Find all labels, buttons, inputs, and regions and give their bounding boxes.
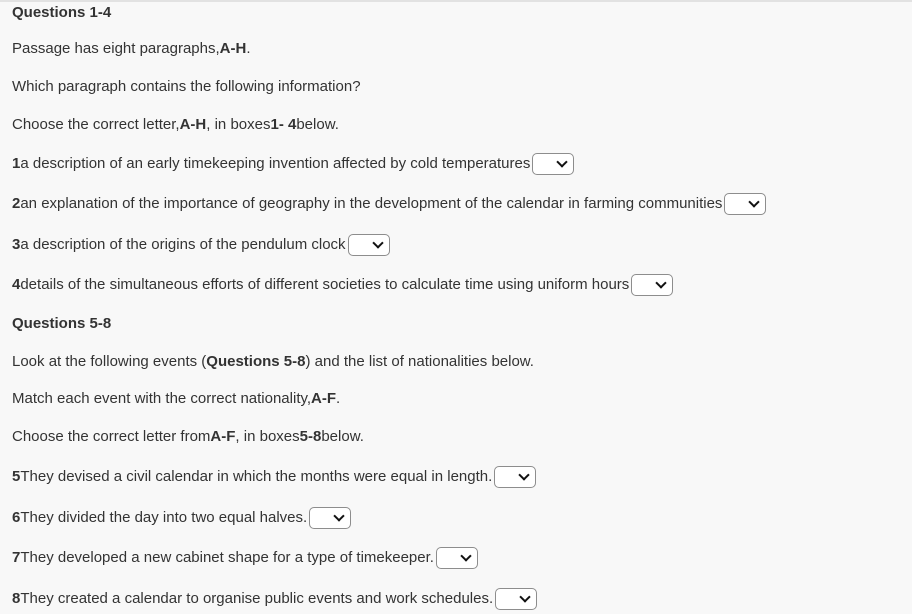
answer-select-1[interactable]	[532, 153, 574, 175]
instruction-bold: A-F	[311, 390, 337, 407]
question-number: 6	[12, 509, 21, 526]
question-6	[12, 507, 351, 529]
chevron-down-icon	[519, 591, 530, 602]
question-number: 1	[12, 155, 21, 172]
question-text: details of the simultaneous efforts of different societies to calculate time using uniform hours	[20, 276, 630, 293]
instruction-text: below.	[321, 428, 364, 445]
answer-select-4[interactable]	[631, 274, 673, 296]
chevron-down-icon	[372, 237, 383, 248]
answer-select-8[interactable]	[495, 588, 537, 610]
instruction-text: below.	[296, 116, 339, 133]
answer-select-5[interactable]	[494, 466, 536, 488]
instruction-text: Passage has eight paragraphs,	[12, 40, 220, 57]
section1-instruction-paragraphs	[12, 38, 251, 60]
instruction-bold: A-H	[179, 116, 207, 133]
instruction-text: Look at the following events (	[12, 353, 207, 370]
answer-select-3[interactable]	[348, 234, 390, 256]
question-1	[12, 153, 574, 175]
section1-instruction-choose	[12, 114, 339, 136]
question-5	[12, 466, 536, 488]
question-number: 7	[12, 549, 21, 566]
section2-instruction-events	[12, 351, 534, 373]
question-7	[12, 547, 478, 569]
answer-select-6[interactable]	[309, 507, 351, 529]
chevron-down-icon	[656, 277, 667, 288]
question-number: 4	[12, 276, 21, 293]
instruction-text: Choose the correct letter,	[12, 116, 180, 133]
instruction-bold: Questions 5-8	[206, 353, 306, 370]
answer-select-2[interactable]	[724, 193, 766, 215]
instruction-text: ) and the list of nationalities below.	[305, 353, 534, 370]
question-number: 5	[12, 468, 21, 485]
question-text: They developed a new cabinet shape for a type of timekeeper.	[20, 549, 434, 566]
chevron-down-icon	[749, 196, 760, 207]
chevron-down-icon	[334, 510, 345, 521]
chevron-down-icon	[460, 550, 471, 561]
question-text: a description of an early timekeeping invention affected by cold temperatures	[20, 155, 531, 172]
instruction-text: .	[246, 40, 251, 57]
question-text: an explanation of the importance of geography in the development of the calendar in farming communities	[20, 195, 723, 212]
question-number: 8	[12, 590, 21, 607]
question-2	[12, 193, 766, 215]
section1-instruction-question: Which paragraph contains the following information?	[12, 78, 361, 95]
instruction-text: , in boxes	[206, 116, 271, 133]
instruction-text: Match each event with the correct nationality,	[12, 390, 312, 407]
section2-instruction-match	[12, 388, 340, 410]
instruction-bold: 1- 4	[270, 116, 297, 133]
answer-select-7[interactable]	[436, 547, 478, 569]
instruction-text: , in boxes	[235, 428, 300, 445]
section-heading-1-4: Questions 1-4	[12, 4, 112, 21]
instruction-bold: A-H	[219, 40, 247, 57]
question-number: 2	[12, 195, 21, 212]
question-text: They created a calendar to organise public events and work schedules.	[20, 590, 494, 607]
instruction-bold: 5-8	[299, 428, 322, 445]
question-text: They devised a civil calendar in which the months were equal in length.	[20, 468, 493, 485]
instruction-text: Choose the correct letter from	[12, 428, 211, 445]
instruction-text: .	[336, 390, 341, 407]
section2-instruction-choose	[12, 426, 364, 448]
question-3	[12, 234, 390, 256]
question-4	[12, 274, 673, 296]
chevron-down-icon	[519, 469, 530, 480]
question-text: a description of the origins of the pendulum clock	[20, 236, 346, 253]
question-number: 3	[12, 236, 21, 253]
instruction-bold: A-F	[210, 428, 236, 445]
chevron-down-icon	[557, 156, 568, 167]
question-text: They divided the day into two equal halves.	[20, 509, 308, 526]
question-8	[12, 588, 537, 610]
section-heading-5-8: Questions 5-8	[12, 315, 112, 332]
